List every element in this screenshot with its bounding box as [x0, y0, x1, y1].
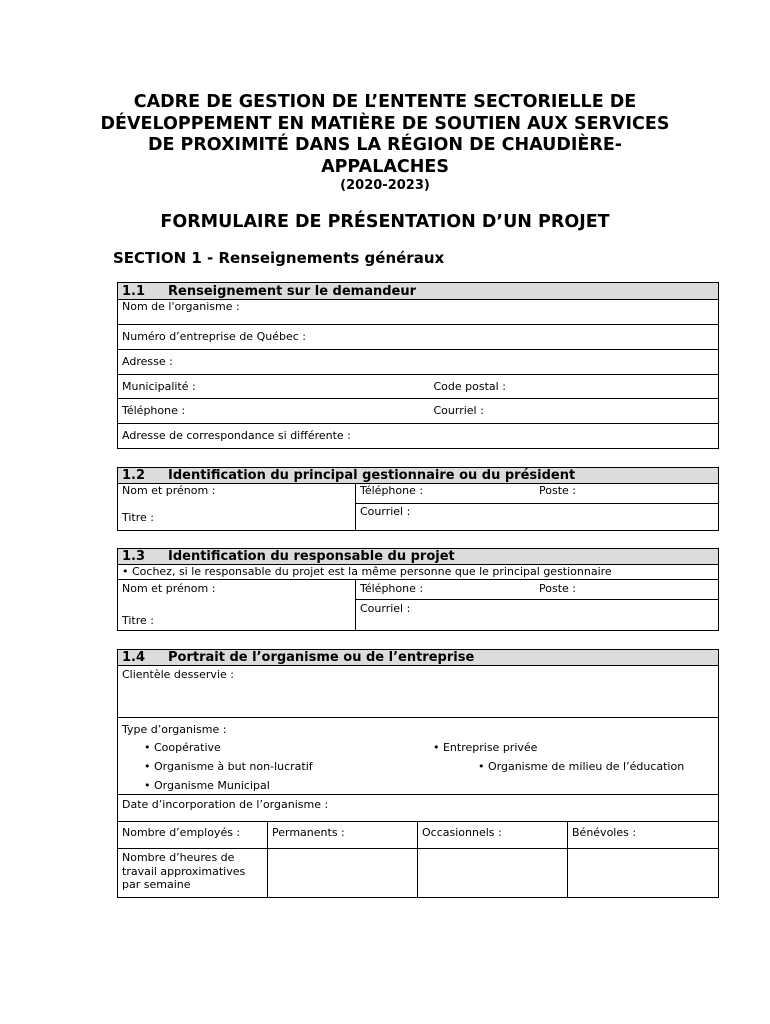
- project-lead-email-label: Courriel :: [360, 602, 411, 616]
- manager-email-label: Courriel :: [360, 505, 411, 518]
- project-lead-position-label: Poste :: [539, 582, 576, 595]
- manager-phone-field[interactable]: [356, 484, 719, 504]
- manager-phone-label: Téléphone :: [360, 484, 424, 497]
- occasional-field[interactable]: [418, 822, 568, 849]
- section-1-4-header: [118, 650, 719, 666]
- section-heading: Identification du responsable du projet: [168, 549, 455, 564]
- manager-name-title-field[interactable]: [118, 484, 356, 531]
- clientele-field[interactable]: [118, 666, 719, 718]
- weekly-hours-label-cell: [118, 849, 268, 898]
- same-person-checkbox[interactable]: [118, 565, 719, 580]
- address-label: Adresse :: [122, 355, 173, 368]
- enterprise-number-label: Numéro d’entreprise de Québec :: [122, 330, 306, 343]
- phone-field[interactable]: [118, 399, 430, 424]
- manager-position-label: Poste :: [539, 484, 576, 497]
- weekly-hours-label: Nombre d’heures de travail approximatives par semaine: [122, 851, 246, 891]
- section-number: 1.2: [122, 468, 146, 483]
- address-field[interactable]: [118, 350, 719, 375]
- section-heading: Renseignement sur le demandeur: [168, 284, 417, 299]
- employees-label-cell: [118, 822, 268, 849]
- option-private-enterprise[interactable]: • Entreprise privée: [433, 741, 538, 754]
- section-number: 1.1: [122, 284, 146, 299]
- permanent-label: Permanents :: [272, 826, 345, 839]
- weekly-hours-volunteers-field[interactable]: [568, 849, 719, 898]
- section-heading: Identification du principal gestionnaire ou du président: [168, 468, 576, 483]
- manager-email-field[interactable]: [356, 504, 719, 531]
- clientele-label: Clientèle desservie :: [122, 668, 234, 681]
- section-title: SECTION 1 - Renseignements généraux: [113, 249, 445, 267]
- manager-name-label: Nom et prénom :: [122, 484, 216, 497]
- same-person-label: • Cochez, si le responsable du projet est la même personne que le principal gestionnaire: [122, 565, 612, 578]
- municipality-label: Municipalité :: [122, 380, 196, 393]
- option-education[interactable]: • Organisme de milieu de l’éducation: [478, 760, 685, 773]
- email-field[interactable]: [430, 399, 719, 424]
- weekly-hours-occasional-field[interactable]: [418, 849, 568, 898]
- enterprise-number-field[interactable]: [118, 325, 719, 350]
- table-1-1: [117, 282, 719, 449]
- postal-code-label: Code postal :: [433, 380, 506, 393]
- section-heading: Portrait de l’organisme ou de l’entreprise: [168, 650, 475, 665]
- permanent-field[interactable]: [268, 822, 418, 849]
- title-line-1: CADRE DE GESTION DE L’ENTENTE SECTORIELLE DE: [133, 92, 637, 112]
- section-1-3-header: [118, 549, 719, 565]
- section-1-1-header: [118, 283, 719, 300]
- option-nonprofit[interactable]: • Organisme à but non-lucratif: [144, 760, 313, 773]
- org-type-label: Type d’organisme :: [122, 723, 227, 736]
- project-lead-name-title-field[interactable]: [118, 580, 356, 631]
- project-lead-title-label: Titre :: [122, 614, 155, 627]
- document-title: [100, 92, 670, 178]
- org-name-label: Nom de l'organisme :: [122, 300, 240, 313]
- manager-title-label: Titre :: [122, 511, 155, 524]
- mailing-address-field[interactable]: [118, 424, 719, 449]
- project-lead-phone-field[interactable]: [356, 580, 719, 600]
- option-cooperative[interactable]: • Coopérative: [144, 741, 221, 754]
- section-number: 1.3: [122, 549, 146, 564]
- form-title: FORMULAIRE DE PRÉSENTATION D’UN PROJET: [160, 212, 610, 232]
- municipality-field[interactable]: [118, 375, 430, 399]
- weekly-hours-permanent-field[interactable]: [268, 849, 418, 898]
- project-lead-email-field[interactable]: [356, 600, 719, 631]
- project-lead-phone-label: Téléphone :: [360, 582, 424, 595]
- table-1-4: [117, 649, 719, 898]
- org-type-field: [118, 718, 719, 795]
- table-1-2: [117, 467, 719, 531]
- title-line-2: DÉVELOPPEMENT EN MATIÈRE DE SOUTIEN AUX SERVICES: [100, 113, 670, 134]
- project-lead-name-label: Nom et prénom :: [122, 582, 216, 595]
- document-years: (2020-2023): [340, 178, 430, 193]
- org-name-field[interactable]: [118, 300, 719, 325]
- mailing-address-label: Adresse de correspondance si différente :: [122, 429, 351, 442]
- volunteers-field[interactable]: [568, 822, 719, 849]
- employees-label: Nombre d’employés :: [122, 826, 241, 839]
- section-number: 1.4: [122, 650, 146, 665]
- option-municipal[interactable]: • Organisme Municipal: [144, 779, 270, 792]
- occasional-label: Occasionnels :: [422, 826, 502, 839]
- title-line-3: DE PROXIMITÉ DANS LA RÉGION DE CHAUDIÈRE-: [147, 135, 623, 155]
- postal-code-field[interactable]: [430, 375, 719, 399]
- phone-label: Téléphone :: [122, 404, 186, 417]
- incorporation-date-label: Date d’incorporation de l’organisme :: [122, 798, 329, 811]
- incorporation-date-field[interactable]: [118, 795, 719, 822]
- section-1-2-header: [118, 468, 719, 484]
- volunteers-label: Bénévoles :: [572, 826, 637, 839]
- email-label: Courriel :: [433, 404, 484, 417]
- title-line-4: APPALACHES: [321, 156, 449, 177]
- table-1-3: [117, 548, 719, 631]
